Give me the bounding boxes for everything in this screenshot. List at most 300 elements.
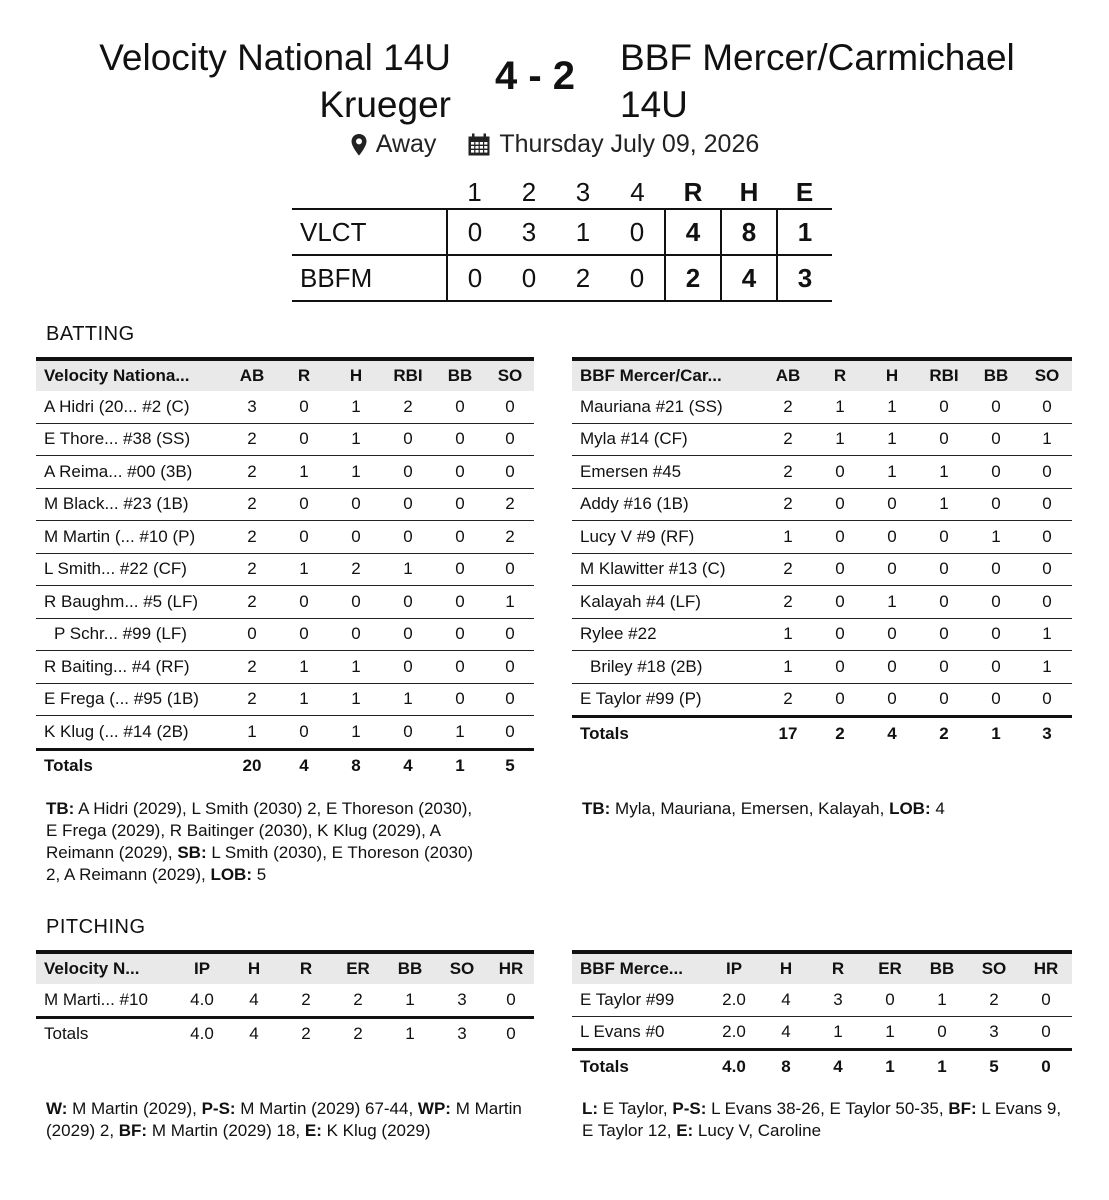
stat-cell: 0 <box>382 521 434 554</box>
stat-cell: 0 <box>1020 984 1072 1016</box>
stat-cell: 0 <box>916 1016 968 1050</box>
inning-score: 0 <box>521 262 537 293</box>
stat-cell: 1 <box>278 683 330 716</box>
stat-cell: 1 <box>864 1016 916 1050</box>
stat-cell: 3 <box>226 391 278 423</box>
stat-cell: 0 <box>918 423 970 456</box>
team-column-header: BBF Mercer/Car... <box>580 366 722 385</box>
totals-cell: 8 <box>351 756 361 776</box>
inning-2-header: 2 <box>521 176 537 207</box>
totals-cell: 2 <box>835 723 845 743</box>
stat-cell: 4 <box>228 984 280 1017</box>
line-score-table <box>292 176 832 302</box>
pitching-section-title: PITCHING <box>46 916 146 938</box>
stat-cell: 0 <box>486 423 534 456</box>
stat-cell: 1 <box>278 651 330 684</box>
stat-cell: 2 <box>762 391 814 423</box>
player-row <box>36 456 534 489</box>
player-name: A Reima... #00 (3B) <box>36 456 226 489</box>
player-name: E Taylor #99 (P) <box>572 683 762 717</box>
location-info <box>350 130 437 159</box>
line-score-header <box>292 176 832 209</box>
stat-cell: 3 <box>968 1016 1020 1050</box>
stat-cell: 1 <box>970 521 1022 554</box>
totals-cell: 1 <box>885 1056 895 1076</box>
stat-cell: 0 <box>866 488 918 521</box>
totals-row <box>572 717 1072 750</box>
stat-cell: 0 <box>330 618 382 651</box>
stat-cell: 2 <box>968 984 1020 1016</box>
stat-cell: 0 <box>382 716 434 750</box>
player-row <box>36 423 534 456</box>
home-team-name: BBF Mercer/Carmichael 14U <box>620 37 1015 125</box>
stat-cell: 1 <box>1022 651 1072 684</box>
player-row <box>572 391 1072 423</box>
stat-cell: 0 <box>1022 586 1072 619</box>
runs-total: 2 <box>665 255 721 301</box>
totals-cell: 0 <box>1041 1056 1051 1076</box>
stat-column-header: SO <box>1034 366 1060 385</box>
stat-cell: 0 <box>486 391 534 423</box>
team-column-header: Velocity Nationa... <box>44 366 190 385</box>
stat-cell: 0 <box>488 984 534 1017</box>
stat-cell: 0 <box>814 521 866 554</box>
player-name: L Smith... #22 (CF) <box>36 553 226 586</box>
stat-cell: 0 <box>918 391 970 423</box>
stat-cell: 1 <box>814 423 866 456</box>
stat-cell: 1 <box>382 683 434 716</box>
away-batting-notes: TB: A Hidri (2029), L Smith (2030) 2, E Thoreson (2030), E Frega (2029), R Baitinger (2030), K Klug (2029), A Reimann (2029), SB: L Smith (2030), E Thoreson (2030) 2, A Reimann (2029), LOB: 5 <box>46 799 474 884</box>
stat-cell: 0 <box>382 423 434 456</box>
stat-cell: 0 <box>382 456 434 489</box>
inning-score: 0 <box>447 209 502 255</box>
stat-cell: 1 <box>1022 618 1072 651</box>
totals-row <box>572 1050 1072 1083</box>
stat-column-header: AB <box>775 366 801 385</box>
stat-cell: 1 <box>278 456 330 489</box>
inning-score: 0 <box>629 216 645 247</box>
stat-cell: 2.0 <box>708 1016 760 1050</box>
stat-cell: 1 <box>382 553 434 586</box>
team-column-header: Velocity N... <box>44 959 140 978</box>
stat-column-header: RBI <box>393 366 423 385</box>
batting-section-title: BATTING <box>46 323 135 345</box>
pitching-header-row <box>36 952 534 984</box>
player-name: L Evans #0 <box>572 1016 708 1050</box>
stat-cell: 0 <box>278 488 330 521</box>
stat-cell: 0 <box>330 488 382 521</box>
stat-cell: 0 <box>434 618 486 651</box>
stat-cell: 1 <box>486 586 534 619</box>
stat-cell: 1 <box>812 1016 864 1050</box>
stat-cell: 1 <box>384 984 436 1017</box>
stat-cell: 1 <box>916 984 968 1016</box>
stat-cell: 1 <box>1022 423 1072 456</box>
home-pitching-table <box>572 950 1072 1083</box>
away-team-name: Velocity National 14U Krueger <box>99 37 451 125</box>
player-row <box>572 456 1072 489</box>
player-name: M Martin (... #10 (P) <box>36 521 226 554</box>
stat-cell: 1 <box>866 586 918 619</box>
hits-header: H <box>739 176 759 207</box>
stat-column-header: H <box>779 959 793 978</box>
stat-cell: 1 <box>434 716 486 750</box>
player-name: Mauriana #21 (SS) <box>572 391 762 423</box>
home-batting-notes: TB: Myla, Mauriana, Emersen, Kalayah, LOB: 4 <box>582 799 945 818</box>
stat-cell: 0 <box>864 984 916 1016</box>
stat-cell: 2 <box>762 683 814 717</box>
totals-cell: 17 <box>778 723 798 743</box>
stat-cell: 0 <box>486 456 534 489</box>
stat-cell: 0 <box>486 716 534 750</box>
player-name: Addy #16 (1B) <box>572 488 762 521</box>
stat-cell: 2 <box>762 456 814 489</box>
stat-cell: 4 <box>760 1016 812 1050</box>
stat-cell: 1 <box>762 618 814 651</box>
stat-column-header: HR <box>498 959 524 978</box>
totals-cell: 5 <box>989 1056 999 1076</box>
stat-cell: 0 <box>814 586 866 619</box>
stat-cell: 3 <box>812 984 864 1016</box>
hits-total: 4 <box>721 255 777 301</box>
stat-cell: 0 <box>1022 391 1072 423</box>
stat-column-header: R <box>833 366 847 385</box>
player-name: Lucy V #9 (RF) <box>572 521 762 554</box>
totals-cell: 2 <box>353 1024 363 1044</box>
player-row <box>36 683 534 716</box>
stat-cell: 0 <box>866 618 918 651</box>
stat-cell: 1 <box>330 683 382 716</box>
player-name: E Thore... #38 (SS) <box>36 423 226 456</box>
stat-cell: 0 <box>814 683 866 717</box>
runs-total: 4 <box>665 209 721 255</box>
player-name: Briley #18 (2B) <box>572 651 762 684</box>
player-row <box>36 488 534 521</box>
batting-header-row <box>572 359 1072 391</box>
map-pin-icon <box>350 133 368 157</box>
stat-cell: 1 <box>866 456 918 489</box>
stat-cell: 0 <box>434 553 486 586</box>
player-name: Kalayah #4 (LF) <box>572 586 762 619</box>
errors-total: 1 <box>777 209 832 255</box>
stat-cell: 0 <box>814 553 866 586</box>
player-row <box>572 683 1072 717</box>
stat-column-header: BB <box>929 959 955 978</box>
stat-cell: 0 <box>970 423 1022 456</box>
final-score: 4 - 2 <box>494 54 576 98</box>
date-info <box>467 130 759 159</box>
stat-cell: 0 <box>1022 521 1072 554</box>
stat-cell: 1 <box>226 716 278 750</box>
stat-cell: 0 <box>278 391 330 423</box>
stat-column-header: SO <box>981 959 1007 978</box>
stat-cell: 0 <box>918 618 970 651</box>
stat-cell: 2 <box>486 488 534 521</box>
player-name: M Marti... #10 <box>36 984 176 1017</box>
stat-cell: 2 <box>280 984 332 1017</box>
stat-cell: 0 <box>434 651 486 684</box>
stat-cell: 0 <box>486 553 534 586</box>
stat-cell: 0 <box>918 651 970 684</box>
calendar-icon <box>467 133 491 157</box>
inning-score: 2 <box>575 262 591 293</box>
player-row <box>572 521 1072 554</box>
stat-cell: 0 <box>434 423 486 456</box>
away-pitching-table <box>36 950 534 1050</box>
stat-cell: 0 <box>486 618 534 651</box>
team-abbr: BBFM <box>300 262 373 293</box>
stat-cell: 2 <box>762 488 814 521</box>
batting-header-row <box>36 359 534 391</box>
stat-cell: 0 <box>918 683 970 717</box>
player-row <box>36 553 534 586</box>
stat-cell: 0 <box>918 521 970 554</box>
stat-cell: 1 <box>918 456 970 489</box>
date-text: Thursday July 09, 2026 <box>499 130 760 158</box>
stat-cell: 0 <box>918 586 970 619</box>
stat-cell: 0 <box>330 586 382 619</box>
stat-cell: 0 <box>278 423 330 456</box>
stat-cell: 0 <box>486 683 534 716</box>
stat-cell: 0 <box>486 651 534 684</box>
player-name: M Klawitter #13 (C) <box>572 553 762 586</box>
stat-cell: 0 <box>970 618 1022 651</box>
stat-cell: 1 <box>330 423 382 456</box>
stat-cell: 0 <box>434 521 486 554</box>
totals-cell: 0 <box>506 1024 516 1044</box>
stat-cell: 2 <box>762 586 814 619</box>
stat-cell: 0 <box>434 456 486 489</box>
stat-column-header: HR <box>1033 959 1059 978</box>
stat-cell: 2 <box>226 683 278 716</box>
stat-cell: 0 <box>970 651 1022 684</box>
totals-cell: 4.0 <box>190 1024 214 1044</box>
player-row <box>36 716 534 750</box>
inning-score: 0 <box>447 255 502 301</box>
totals-cell: 3 <box>1042 723 1052 743</box>
totals-cell: 3 <box>457 1024 467 1044</box>
stat-cell: 2 <box>486 521 534 554</box>
stat-column-header: H <box>247 959 261 978</box>
stat-cell: 0 <box>814 456 866 489</box>
totals-label: Totals <box>580 723 629 743</box>
stat-cell: 1 <box>762 521 814 554</box>
player-row <box>36 651 534 684</box>
stat-cell: 0 <box>970 586 1022 619</box>
player-name: Emersen #45 <box>572 456 762 489</box>
player-name: A Hidri (20... #2 (C) <box>36 391 226 423</box>
inning-4-header: 4 <box>630 176 645 207</box>
errors-header: E <box>795 176 814 207</box>
player-row <box>572 586 1072 619</box>
player-row <box>36 618 534 651</box>
stat-column-header: IP <box>193 959 211 978</box>
home-batting-table <box>572 357 1072 750</box>
stat-column-header: IP <box>725 959 743 978</box>
inning-score: 1 <box>575 216 591 247</box>
stat-cell: 1 <box>814 391 866 423</box>
stat-cell: 2 <box>226 423 278 456</box>
stat-cell: 0 <box>330 521 382 554</box>
totals-cell: 1 <box>937 1056 947 1076</box>
location-text: Away <box>375 130 437 158</box>
totals-label: Totals <box>44 756 93 776</box>
stat-cell: 0 <box>434 586 486 619</box>
stat-cell: 1 <box>866 391 918 423</box>
hits-total: 8 <box>721 209 777 255</box>
player-name: K Klug (... #14 (2B) <box>36 716 226 750</box>
stat-column-header: R <box>299 959 313 978</box>
stat-cell: 0 <box>1022 456 1072 489</box>
totals-cell: 5 <box>505 756 515 776</box>
player-name: E Taylor #99 <box>572 984 708 1016</box>
totals-cell: 8 <box>781 1056 791 1076</box>
stat-cell: 0 <box>866 553 918 586</box>
game-header <box>0 28 1109 128</box>
stat-cell: 3 <box>436 984 488 1017</box>
stat-column-header: H <box>349 366 363 385</box>
totals-cell: 4 <box>249 1024 259 1044</box>
stat-column-header: BB <box>397 959 423 978</box>
stat-cell: 0 <box>1020 1016 1072 1050</box>
stat-cell: 0 <box>382 586 434 619</box>
stat-cell: 1 <box>278 553 330 586</box>
inning-3-header: 3 <box>575 176 591 207</box>
player-name: E Frega (... #95 (1B) <box>36 683 226 716</box>
totals-label: Totals <box>44 1024 89 1044</box>
totals-cell: 1 <box>405 1024 415 1044</box>
stat-cell: 2 <box>226 651 278 684</box>
stat-cell: 0 <box>918 553 970 586</box>
stat-column-header: AB <box>239 366 265 385</box>
stat-cell: 2.0 <box>708 984 760 1016</box>
stat-cell: 0 <box>866 521 918 554</box>
stat-cell: 0 <box>382 651 434 684</box>
stat-column-header: RBI <box>929 366 959 385</box>
stat-column-header: BB <box>447 366 473 385</box>
stat-cell: 2 <box>226 553 278 586</box>
player-row <box>572 488 1072 521</box>
player-row <box>572 1016 1072 1050</box>
stat-cell: 0 <box>278 586 330 619</box>
totals-cell: 2 <box>939 723 949 743</box>
game-meta <box>0 130 1109 164</box>
player-name: Rylee #22 <box>572 618 762 651</box>
stat-cell: 0 <box>278 716 330 750</box>
player-name: R Baiting... #4 (RF) <box>36 651 226 684</box>
stat-column-header: ER <box>878 959 902 978</box>
player-row <box>572 984 1072 1016</box>
totals-cell: 4 <box>299 756 309 776</box>
inning-score: 0 <box>629 262 645 293</box>
away-pitching-notes: W: M Martin (2029), P-S: M Martin (2029) 67-44, WP: M Martin (2029) 2, BF: M Martin (2029) 18, E: K Klug (2029) <box>46 1099 522 1140</box>
stat-cell: 2 <box>762 553 814 586</box>
stat-cell: 1 <box>330 651 382 684</box>
stat-cell: 0 <box>970 456 1022 489</box>
totals-cell: 4.0 <box>722 1056 746 1076</box>
stat-cell: 0 <box>278 521 330 554</box>
stat-cell: 1 <box>330 456 382 489</box>
stat-cell: 1 <box>918 488 970 521</box>
team-column-header: BBF Merce... <box>580 959 683 978</box>
pitching-header-row <box>572 952 1072 984</box>
line-score-row <box>292 209 832 255</box>
stat-cell: 0 <box>970 391 1022 423</box>
stat-cell: 2 <box>382 391 434 423</box>
line-score-row <box>292 255 832 301</box>
totals-cell: 4 <box>833 1056 843 1076</box>
player-row <box>572 651 1072 684</box>
totals-row <box>36 1017 534 1050</box>
stat-cell: 0 <box>814 488 866 521</box>
errors-total: 3 <box>777 255 832 301</box>
stat-cell: 0 <box>434 683 486 716</box>
stat-cell: 0 <box>226 618 278 651</box>
stat-cell: 2 <box>332 984 384 1017</box>
totals-cell: 4 <box>887 723 897 743</box>
totals-cell: 20 <box>242 756 262 776</box>
stat-cell: 1 <box>866 423 918 456</box>
stat-cell: 2 <box>226 586 278 619</box>
stat-cell: 0 <box>970 488 1022 521</box>
stat-cell: 2 <box>226 488 278 521</box>
stat-cell: 0 <box>434 391 486 423</box>
stat-cell: 2 <box>226 521 278 554</box>
stat-cell: 0 <box>1022 488 1072 521</box>
player-row <box>36 984 534 1017</box>
totals-cell: 2 <box>301 1024 311 1044</box>
stat-column-header: R <box>831 959 845 978</box>
stat-cell: 0 <box>382 488 434 521</box>
stat-cell: 0 <box>970 553 1022 586</box>
stat-column-header: R <box>297 366 311 385</box>
inning-1-header: 1 <box>467 176 482 207</box>
inning-score: 3 <box>521 216 537 247</box>
player-row <box>572 618 1072 651</box>
player-name: R Baughm... #5 (LF) <box>36 586 226 619</box>
stat-cell: 2 <box>330 553 382 586</box>
player-row <box>36 586 534 619</box>
stat-cell: 0 <box>434 488 486 521</box>
stat-cell: 0 <box>1022 553 1072 586</box>
player-name: Myla #14 (CF) <box>572 423 762 456</box>
stat-cell: 4.0 <box>176 984 228 1017</box>
team-abbr: VLCT <box>300 216 367 247</box>
away-batting-table <box>36 357 534 782</box>
stat-column-header: ER <box>346 959 370 978</box>
stat-cell: 0 <box>970 683 1022 717</box>
totals-label: Totals <box>580 1056 629 1076</box>
stat-cell: 0 <box>814 618 866 651</box>
stat-cell: 0 <box>278 618 330 651</box>
stat-cell: 1 <box>762 651 814 684</box>
runs-header: R <box>683 176 703 207</box>
player-row <box>36 521 534 554</box>
stat-column-header: H <box>885 366 899 385</box>
stat-column-header: SO <box>449 959 475 978</box>
stat-cell: 1 <box>330 716 382 750</box>
stat-cell: 0 <box>814 651 866 684</box>
totals-cell: 1 <box>455 756 465 776</box>
player-row <box>572 423 1072 456</box>
stat-cell: 2 <box>762 423 814 456</box>
home-pitching-notes: L: E Taylor, P-S: L Evans 38-26, E Taylor 50-35, BF: L Evans 9, E Taylor 12, E: Lucy V, Caroline <box>582 1099 1062 1140</box>
player-row <box>36 391 534 423</box>
stat-column-header: SO <box>497 366 523 385</box>
totals-cell: 1 <box>991 723 1001 743</box>
stat-column-header: BB <box>983 366 1009 385</box>
totals-row <box>36 749 534 782</box>
